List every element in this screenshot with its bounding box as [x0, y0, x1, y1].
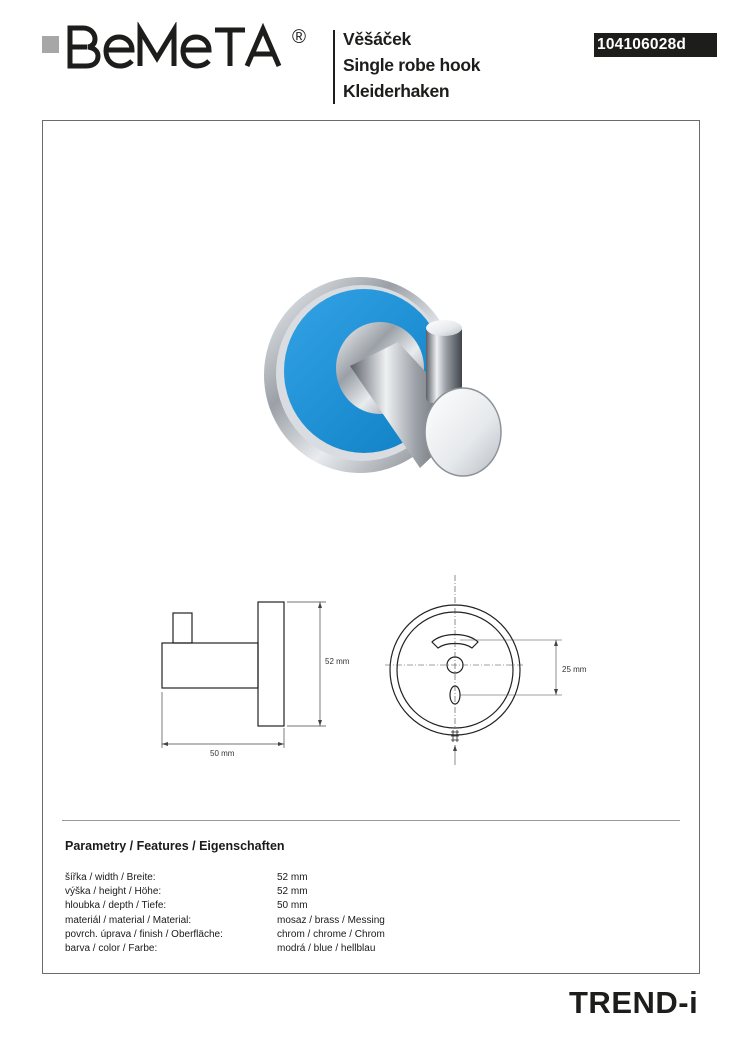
spec-row — [65, 942, 465, 956]
spec-value: 52 mm — [277, 872, 308, 883]
side-view — [162, 602, 284, 726]
dim-spacing-label: 25 mm — [562, 665, 587, 674]
spec-row — [65, 899, 465, 913]
brand-logo-mark — [66, 22, 296, 72]
spec-row — [65, 928, 465, 942]
hook-pin-top — [426, 320, 462, 336]
side-view-rosette — [258, 602, 284, 726]
spec-label: hloubka / depth / Tiefe: — [65, 900, 167, 912]
spec-value: mosaz / brass / Messing — [277, 914, 385, 926]
set-screw — [451, 730, 459, 742]
spec-value: modrá / blue / hellblau — [277, 942, 376, 954]
spec-row — [65, 914, 465, 928]
spec-value: 52 mm — [277, 886, 308, 898]
post-end-cap — [425, 388, 501, 476]
product-photo — [248, 270, 518, 485]
logo-square — [42, 36, 59, 53]
product-title-cz: Věšáček — [343, 29, 411, 49]
side-view-hook — [173, 613, 192, 643]
spec-label: šířka / width / Breite: — [65, 872, 156, 883]
product-title-en: Single robe hook — [343, 55, 481, 75]
product-title-de: Kleiderhaken — [343, 81, 450, 101]
spec-label: povrch. úprava / finish / Oberfläche: — [65, 928, 223, 940]
section-divider — [62, 820, 680, 821]
series-name: TREND-i — [569, 985, 699, 1020]
dim-height-label: 52 mm — [325, 657, 350, 666]
spec-label: barva / color / Farbe: — [65, 942, 158, 954]
side-view-post — [162, 643, 258, 688]
spec-table — [65, 871, 465, 956]
header-divider — [333, 30, 335, 104]
technical-drawings — [150, 570, 600, 770]
spec-value: chrom / chrome / Chrom — [277, 928, 385, 940]
product-code-badge: 104106028d — [594, 33, 717, 57]
dim-width-label: 50 mm — [210, 749, 235, 758]
features-heading: Parametry / Features / Eigenschaften — [65, 839, 285, 853]
spec-row — [65, 885, 465, 899]
spec-label: výška / height / Höhe: — [65, 886, 162, 898]
brand-logo — [66, 22, 296, 80]
product-titles — [343, 26, 480, 104]
spec-label: materiál / material / Material: — [65, 914, 192, 926]
spec-row — [65, 871, 465, 885]
registered-mark: ® — [292, 27, 306, 48]
spec-value: 50 mm — [277, 900, 308, 912]
